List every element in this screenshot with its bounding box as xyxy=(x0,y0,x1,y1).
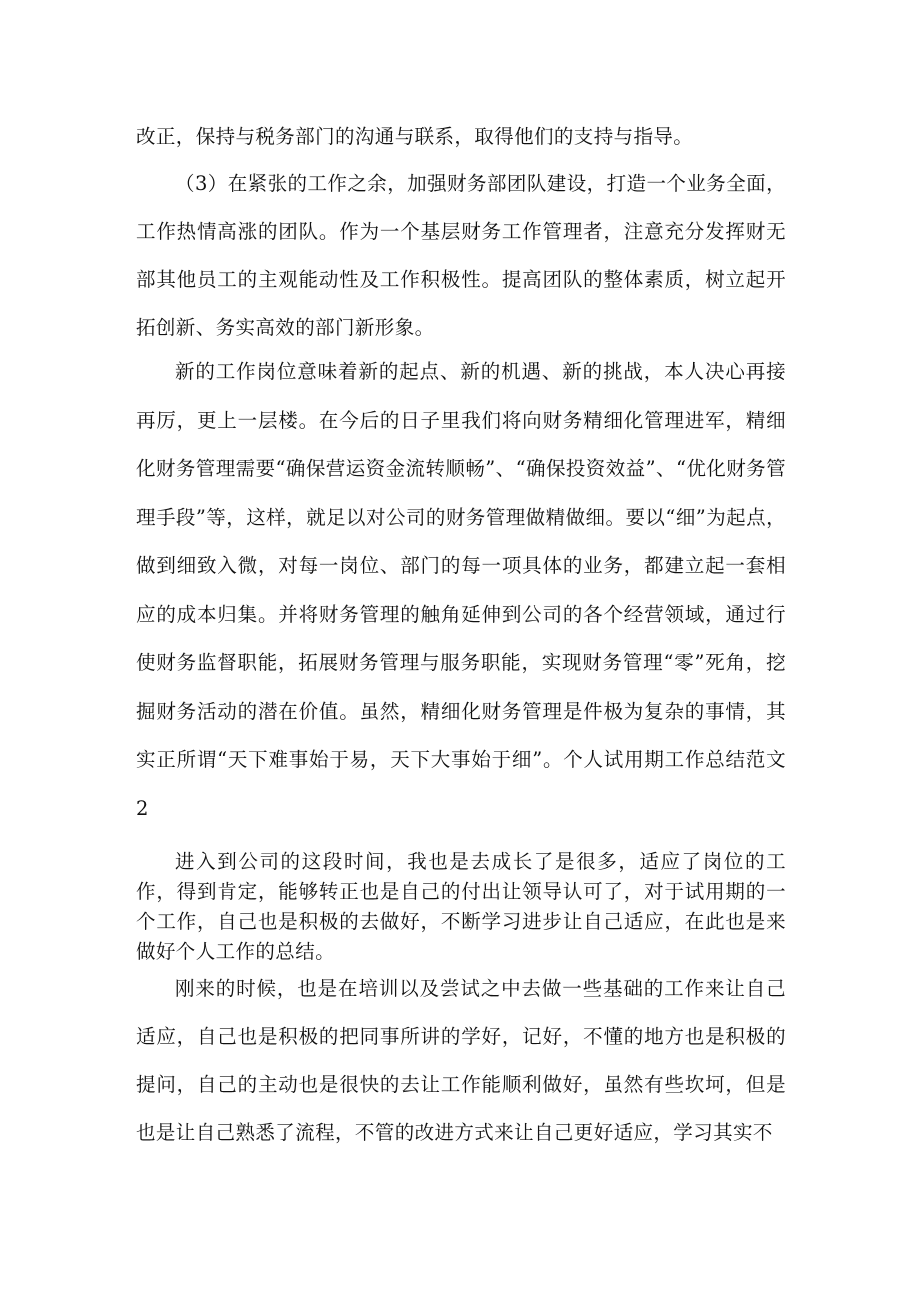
paragraph-refined-financial-management: 新的工作岗位意味着新的起点、新的机遇、新的挑战，本人决心再接再厉，更上一层楼。在今后的日子里我们将向财务精细化管理进军，精细化财务管理需要“确保营运资金流转顺畅”、“确保投资效益”、“优化财务管理手段”等，这样，就足以对公司的财务管理做精做细。要以“细”为起点，做到细致入微，对每一岗位、部门的每一项具体的业务，都建立起一套相应的成本归集。并将财务管理的触角延伸到公司的各个经营领域，通过行使财务监督职能，拓展财务管理与服务职能，实现财务管理“零”死角，挖掘财务活动的潜在价值。虽然，精细化财务管理是件极为复杂的事情，其实正所谓“天下难事始于易，天下大事始于细”。个人试用期工作总结范文2 xyxy=(136,360,786,820)
paragraph-early-training: 刚来的时候，也是在培训以及尝试之中去做一些基础的工作来让自己适应，自己也是积极的把同事所讲的学好，记好，不懂的地方也是积极的提问，自己的主动也是很快的去让工作能顺利做好，虽然有些坎坷，但是也是让自己熟悉了流程，不管的改进方式来让自己更好适应，学习其实不 xyxy=(136,977,786,1144)
paragraph-probation-summary-intro: 进入到公司的这段时间，我也是去成长了是很多，适应了岗位的工作，得到肯定，能够转正也是自己的付出让领导认可了，对于试用期的一个工作，自己也是积极的去做好，不断学习进步让自己适应，在此也是来做好个人工作的总结。 xyxy=(136,850,786,963)
paragraph-tax-department-liaison: 改正，保持与税务部门的沟通与联系，取得他们的支持与指导。 xyxy=(136,125,694,148)
paragraph-team-building: （3）在紧张的工作之余，加强财务部团队建设，打造一个业务全面，工作热情高涨的团队。作为一个基层财务工作管理者，注意充分发挥财无部其他员工的主观能动性及工作积极性。提高团队的整体素质，树立起开拓创新、务实高效的部门新形象。 xyxy=(136,172,786,339)
